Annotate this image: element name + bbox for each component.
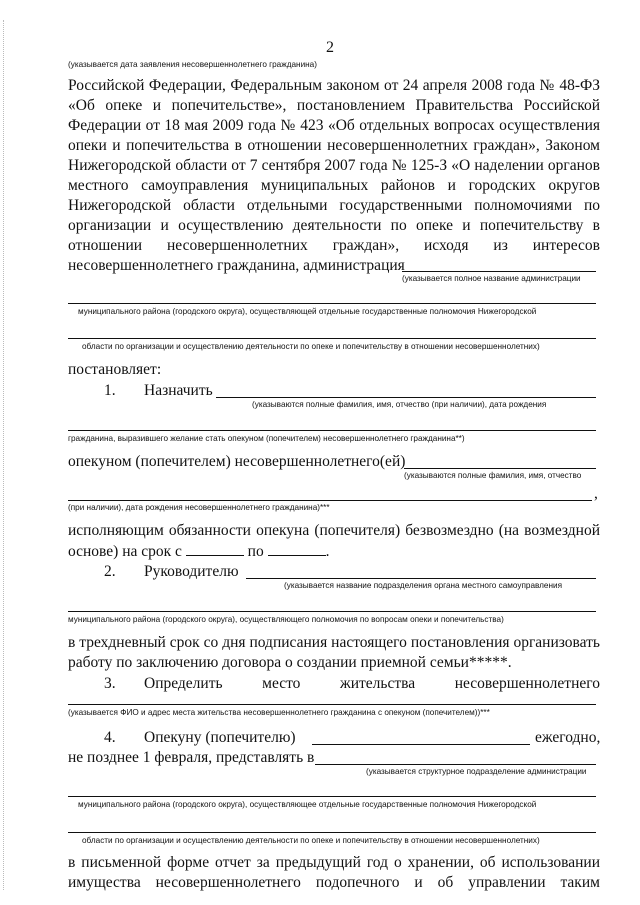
item4-text-a: Опекуну (попечителю) xyxy=(144,729,296,746)
para1-line-2: «Об опеке и попечительстве», постановлением Правительства Российской xyxy=(68,97,600,114)
item3-number: 3. xyxy=(104,675,116,692)
department-blank[interactable] xyxy=(246,578,596,579)
word: об xyxy=(437,874,454,891)
word: отношении xyxy=(68,237,143,254)
item2-number: 2. xyxy=(104,563,116,580)
item2-body-2: работу по заключению договора о создании приемной семьи*****. xyxy=(68,654,512,671)
item1-number: 1. xyxy=(104,382,116,399)
para1-line-4: опеки и попечительства в отношении несовершеннолетних граждан», Законом xyxy=(68,137,600,154)
word: несовершеннолетнего xyxy=(155,874,301,891)
caption-item1-a: (указываются полные фамилия, имя, отчество (при наличии), дата рождения xyxy=(252,400,547,409)
para1-line-9 xyxy=(68,236,600,256)
admin-name-blank[interactable] xyxy=(402,271,596,272)
para1-line-3: Федерации от 18 мая 2009 года № 423 «Об отдельных вопросах осуществления xyxy=(68,117,600,134)
minor-name-blank[interactable] xyxy=(404,468,596,469)
report-department-blank[interactable] xyxy=(315,764,596,765)
para1-line-6: местного самоуправления муниципальных районов и городских округов xyxy=(68,177,600,194)
word: несовершеннолетних xyxy=(167,237,308,254)
guardian-name-blank-2[interactable] xyxy=(68,430,596,431)
item4-text-b: ежегодно, xyxy=(535,729,601,746)
item1-text: Назначить xyxy=(144,382,213,399)
word: и xyxy=(414,874,423,891)
guardian-name-blank[interactable] xyxy=(216,397,596,398)
word: имущества xyxy=(68,874,141,891)
report-department-blank-3[interactable] xyxy=(68,832,596,833)
caption-guardian-b: (при наличии), дата рождения несовершеннолетнего гражданина)*** xyxy=(68,503,330,512)
item2-text: Руководителю xyxy=(144,563,239,580)
word: несовершеннолетнего xyxy=(454,675,600,692)
guardian-report-blank[interactable] xyxy=(312,744,530,745)
final-line-2 xyxy=(68,873,600,893)
caption-guardian-a: (указываются полные фамилия, имя, отчество xyxy=(404,471,582,480)
item4-line-2: не позднее 1 февраля, представлять в xyxy=(68,749,315,766)
para1-line-8: организации и осуществлению деятельности по опеке и попечительству в xyxy=(68,217,600,234)
scan-edge-line xyxy=(3,20,5,890)
minor-name-blank-2[interactable] xyxy=(68,500,592,501)
duties-term-label: основе) на срок с xyxy=(68,543,182,560)
caption-admin-1: (указывается полное название администрации xyxy=(402,274,581,283)
item3-text xyxy=(144,674,600,694)
para1-line-1: Российской Федерации, Федеральным законом от 24 апреля 2008 года № 48-ФЗ xyxy=(68,77,600,94)
caption-item1-b: гражданина, выразившего желание стать опекуном (попечителем) несовершеннолетнего гражданина**) xyxy=(68,434,465,443)
caption-admin-3: области по организации и осуществлению деятельности по опеке и попечительству в отношении несовершеннолетних) xyxy=(82,342,540,351)
word: исходя xyxy=(424,237,469,254)
caption-application-date: (указывается дата заявления несовершеннолетнего гражданина) xyxy=(68,60,317,69)
duties-line-1: исполняющим обязанности опекуна (попечителя) безвозмездно (на возмездной xyxy=(68,522,600,539)
para1-line-10: несовершеннолетнего гражданина, администрация xyxy=(68,257,405,274)
guardian-text: опекуном (попечителем) несовершеннолетнего(ей) xyxy=(68,453,406,470)
final-line-1: в письменной форме отчет за предыдущий год о хранении, об использовании xyxy=(68,854,600,871)
caption-item2-a: (указывается название подразделения органа местного самоуправления xyxy=(284,581,563,590)
caption-admin-2: муниципального района (городского округа), осуществляющей отдельные государственные полномочия Нижегородской xyxy=(78,307,537,316)
word: интересов xyxy=(532,237,600,254)
duties-line-2 xyxy=(68,541,329,562)
term-start-blank[interactable] xyxy=(186,541,244,556)
word: управлении xyxy=(468,874,546,891)
caption-item2-b: муниципального района (городского округа), осуществляющего полномочия по вопросам опеки и попечительства) xyxy=(68,615,504,624)
word: таким xyxy=(560,874,600,891)
item2-body-1: в трехдневный срок со дня подписания настоящего постановления организовать xyxy=(68,634,600,651)
word: подопечного xyxy=(315,874,400,891)
page-number: 2 xyxy=(326,39,334,56)
duties-period: . xyxy=(325,543,330,560)
comma: , xyxy=(594,485,598,502)
report-department-blank-2[interactable] xyxy=(68,796,596,797)
word: из xyxy=(493,237,508,254)
para1-line-7: Нижегородской области отдельными государственными полномочиями по xyxy=(68,197,600,214)
item4-number: 4. xyxy=(104,729,116,746)
word: место xyxy=(262,675,301,692)
caption-item4-b: муниципального района (городского округа), осуществляющее отдельные государственные полномочия Нижегородской xyxy=(78,800,537,809)
caption-item4-a: (указывается структурное подразделение администрации xyxy=(366,767,587,776)
resolves-heading: постановляет: xyxy=(68,361,162,378)
caption-item4-c: области по организации и осуществлению деятельности по опеке и попечительству в отношении несовершеннолетних) xyxy=(82,836,540,845)
duties-term-to: по xyxy=(247,543,264,560)
residence-blank[interactable] xyxy=(68,704,596,705)
term-end-blank[interactable] xyxy=(268,541,326,556)
admin-name-blank-3[interactable] xyxy=(68,338,596,339)
para1-line-5: Нижегородской области от 7 сентября 2007 года № 125-З «О наделении органов xyxy=(68,157,600,174)
department-blank-2[interactable] xyxy=(68,611,596,612)
word: Определить xyxy=(144,675,223,692)
word: жительства xyxy=(340,675,416,692)
admin-name-blank-2[interactable] xyxy=(68,303,596,304)
word: граждан», xyxy=(332,237,400,254)
caption-item3: (указывается ФИО и адрес места жительства несовершеннолетнего гражданина с опекуном (попечителем))*** xyxy=(68,708,490,717)
